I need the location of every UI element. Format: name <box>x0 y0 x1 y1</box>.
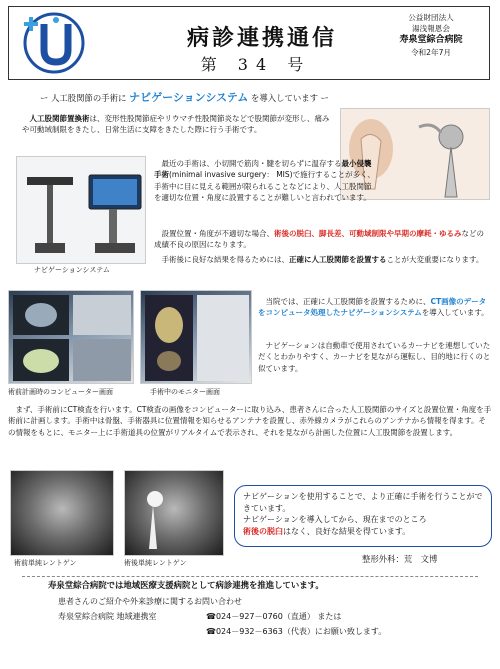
caption-preop: 術前単純レントゲン <box>14 559 77 567</box>
malposition-pre: 設置位置・角度が不適切な場合、 <box>161 229 274 238</box>
planning-screen-image <box>8 290 134 384</box>
organization-block <box>372 12 490 58</box>
mis-paragraph <box>154 158 378 203</box>
org-line1: 公益財団法人 <box>408 13 454 22</box>
headline <box>40 91 440 106</box>
postop-xray-image <box>124 470 224 556</box>
footer-inquiry: 患者さんのご紹介や外来診療に関するお問い合わせ <box>58 596 242 606</box>
footer-tel-main[interactable]: ☎024－932－6363（代表）にお願い致します。 <box>206 627 387 637</box>
footer-dept: 寿泉堂綜合病院 地域連携室 <box>58 612 157 622</box>
navigation-blue: CT画像のデータをコンピュータ処理したナビゲーションシステム <box>258 297 487 318</box>
accuracy-paragraph <box>154 254 486 265</box>
carnavi-paragraph: ナビゲーションは自動車で使用されているカーナビを連想していただくとわかりやすく、カーナビを見ながら運転し、目的地に行くのと似ています。 <box>258 341 491 373</box>
malposition-text: などの成績不良の原因になります。 <box>154 229 484 250</box>
callout-line2: ナビゲーションを導入してから、現在までのところ <box>243 515 427 525</box>
intro-bold: 人工股関節置換術 <box>29 114 90 123</box>
malposition-red: 術後の脱臼、脚長差、可動域制限や早期の摩耗・ゆるみ <box>274 229 462 238</box>
callout-line1: ナビゲーションを使用することで、より正確に手術を行うことができています。 <box>243 492 483 513</box>
navigation-text: を導入しています。 <box>421 308 489 318</box>
malposition-paragraph <box>154 228 486 251</box>
navigation-pre: 当院では、正確に人工股関節を設置するために、 <box>265 297 431 306</box>
footer-contact <box>48 578 468 640</box>
intro-text: は、変形性股関節症やリウマチ性股関節炎などで股関節が変形し、痛みや可動域制限をきたし、日常生活に支障をきたした際に行う手術です。 <box>22 114 330 135</box>
procedure-paragraph: まず、手術前にCT検査を行います。CT検査の画像をコンピューターに取り込み、患者さんに合った人工股関節のサイズと設置位置・角度を手術前に計画します。手術中は骨盤、手術器具に位置情報を知らせるアンテナを設置し、赤外線カメラがこれらのアンテナから情報を得ます。その情報をもとに、モニター上に手術道具の位置がリアルタイムで表示され、それを見ながら計画した位置に人工股関節を設置します。 <box>8 405 492 437</box>
caption-postop: 術後単純レントゲン <box>124 559 187 567</box>
headline-prefix: ー 人工股関節の手術に <box>40 93 127 103</box>
footer-lead: 寿泉堂綜合病院では地域医療支援病院として病診連携を推進しています。 <box>48 580 324 590</box>
preop-xray-image <box>10 470 114 556</box>
issue-number: 第 34 号 <box>200 55 312 74</box>
org-line2: 湯浅報恩会 <box>412 24 450 33</box>
caption-planning: 術前計画時のコンピューター画面 <box>8 388 113 396</box>
accuracy-pre: 手術後に良好な結果を得るためには、 <box>161 255 289 264</box>
accuracy-text: ことが大変重要になります。 <box>386 255 484 264</box>
caption-monitor: 手術中のモニター画面 <box>150 388 220 396</box>
newsletter-title: 病診連携通信 <box>186 25 337 51</box>
hospital-logo <box>14 10 90 76</box>
mis-bold: 最小侵襲手術 <box>154 159 372 180</box>
org-name: 寿泉堂綜合病院 <box>399 35 463 45</box>
footer-tel-direct[interactable]: ☎024－927－0760（直通） または <box>206 612 342 622</box>
footer-divider <box>22 576 478 577</box>
headline-suffix: を導入しています ー <box>250 93 329 103</box>
intro-paragraph <box>22 113 332 136</box>
mis-pre: 最近の手術は、小切開で筋肉・腱を切らずに温存する <box>161 159 342 168</box>
issue-date: 令和2年7月 <box>410 48 452 58</box>
results-callout <box>234 485 492 547</box>
caption-navigation-system: ナビゲーションシステム <box>34 266 110 274</box>
headline-highlight: ナビゲーションシステム <box>129 91 249 104</box>
navigation-system-photo <box>16 156 146 264</box>
author-signature: 整形外科：荒 文博 <box>362 554 438 564</box>
mis-text: (minimal invasive surgery： MIS)で施行することが多く、手術中に目に見える範囲が限られることなどにより、人工股関節を適切な位置・角度に設置することが難しいと言われています。 <box>154 170 375 202</box>
navigation-paragraph <box>258 296 492 319</box>
monitor-screen-image <box>140 290 252 384</box>
callout-line3: はなく、良好な結果を得ています。 <box>283 526 411 536</box>
callout-red: 術後の脱臼 <box>243 526 283 536</box>
accuracy-bold: 正確に人工股関節を設置する <box>289 255 387 264</box>
